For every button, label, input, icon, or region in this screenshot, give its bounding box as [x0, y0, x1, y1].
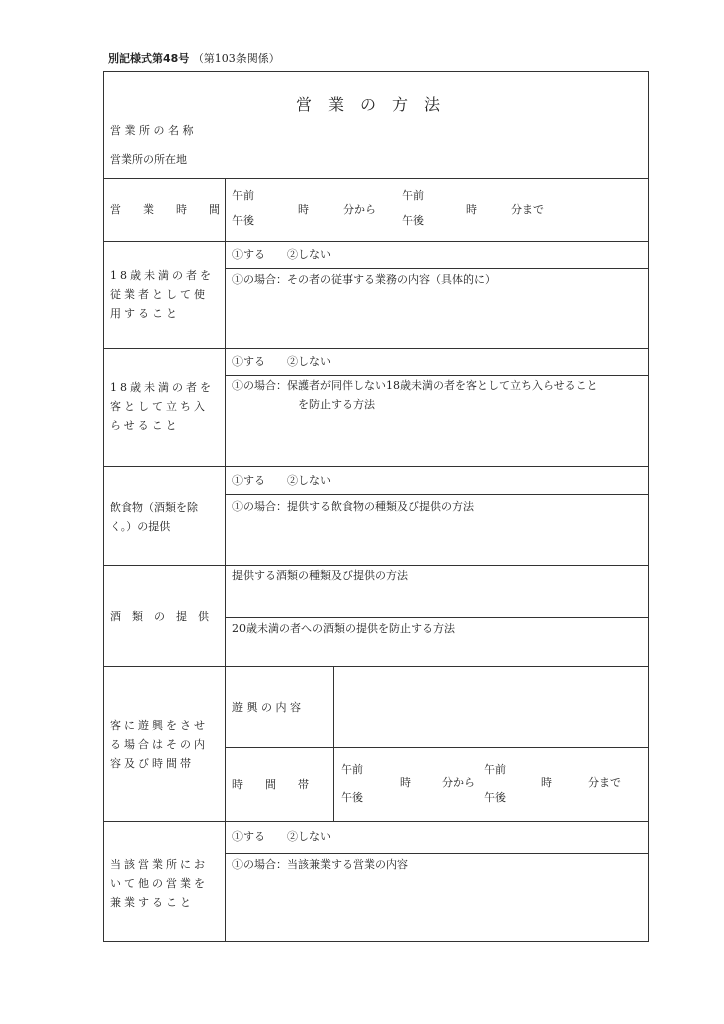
row-divider	[103, 348, 649, 349]
alcohol-prevent-minors: 20歳未満の者への酒類の提供を防止する方法	[232, 622, 455, 635]
label-line: 兼業すること	[110, 896, 194, 909]
ent-hours-from: 分から	[442, 776, 475, 789]
minors-employ-choice[interactable]: ①する ②しない	[232, 248, 331, 261]
other-business-choice[interactable]: ①する ②しない	[232, 830, 331, 843]
row-divider	[103, 178, 649, 179]
sub-row-divider	[225, 494, 649, 495]
office-name-label: 営 業 所 の 名 称	[110, 124, 194, 137]
hours-am-start: 午前	[232, 189, 254, 202]
minors-customer-label	[110, 378, 222, 435]
form-header	[108, 50, 280, 66]
label-line: 用すること	[110, 307, 180, 320]
hours-pm-end: 午後	[402, 214, 424, 227]
sub-row-divider	[225, 853, 649, 854]
office-address-label: 営業所の所在地	[110, 153, 187, 166]
label-line: らせること	[110, 419, 180, 432]
minors-employ-label	[110, 266, 222, 323]
entertainment-content-label: 遊 興 の 内 容	[232, 701, 301, 714]
label-line: 18歳未満の者を	[110, 381, 214, 394]
other-business-label	[110, 855, 222, 912]
entertainment-time-label: 時 間 帯	[232, 778, 309, 791]
hours-hour-unit: 時	[298, 203, 309, 216]
label-line: 容及び時間帯	[110, 757, 194, 770]
row-divider	[103, 241, 649, 242]
hours-pm-start: 午後	[232, 214, 254, 227]
hours-am-end: 午前	[402, 189, 424, 202]
label-line: る場合はその内	[110, 738, 208, 751]
form-note: （第103条関係）	[192, 52, 280, 65]
label-line: 当該営業所にお	[110, 858, 208, 871]
ent-hours-until: 分まで	[588, 776, 621, 789]
business-hours-label: 営 業 時 間	[110, 203, 220, 216]
entertainment-label	[110, 716, 222, 773]
hours-from: 分から	[343, 203, 376, 216]
row-divider	[103, 466, 649, 467]
label-line: く。）の提供	[110, 520, 171, 533]
row-divider	[103, 666, 649, 667]
minors-customer-detail-line1: ①の場合：保護者が同伴しない18歳未満の者を客として立ち入らせること	[232, 379, 598, 392]
ent-hours-hour-unit: 時	[400, 776, 411, 789]
alcohol-label: 酒 類 の 提 供	[110, 610, 209, 623]
row-divider	[103, 821, 649, 822]
minors-customer-choice[interactable]: ①する ②しない	[232, 355, 331, 368]
hours-hour-unit-end: 時	[466, 203, 477, 216]
sub-row-divider	[225, 617, 649, 618]
ent-hours-pm-start: 午後	[341, 791, 363, 804]
food-detail: ①の場合：提供する飲食物の種類及び提供の方法	[232, 500, 474, 513]
label-line: 18歳未満の者を	[110, 269, 214, 282]
alcohol-type-method: 提供する酒類の種類及び提供の方法	[232, 569, 408, 582]
other-business-detail: ①の場合：当該兼業する営業の内容	[232, 858, 408, 871]
minors-employ-detail: ①の場合：その者の従事する業務の内容（具体的に）	[232, 273, 496, 286]
label-line: 飲食物（酒類を除	[110, 501, 198, 514]
label-line: いて他の営業を	[110, 877, 208, 890]
label-line: 客として立ち入	[110, 400, 208, 413]
sub-row-divider	[225, 747, 649, 748]
ent-hours-hour-unit-end: 時	[541, 776, 552, 789]
ent-hours-am-end: 午前	[484, 763, 506, 776]
label-line: 従業者として使	[110, 288, 208, 301]
column-divider	[333, 666, 334, 821]
food-choice[interactable]: ①する ②しない	[232, 474, 331, 487]
form-number: 別記様式第48号	[108, 52, 190, 65]
ent-hours-pm-end: 午後	[484, 791, 506, 804]
sub-row-divider	[225, 268, 649, 269]
hours-until: 分まで	[511, 203, 544, 216]
form-title: 営業の方法	[295, 95, 456, 114]
ent-hours-am-start: 午前	[341, 763, 363, 776]
label-line: 客に遊興をさせ	[110, 719, 208, 732]
food-label	[110, 498, 222, 536]
minors-customer-detail-line2: を防止する方法	[298, 398, 375, 411]
column-divider	[225, 178, 226, 942]
